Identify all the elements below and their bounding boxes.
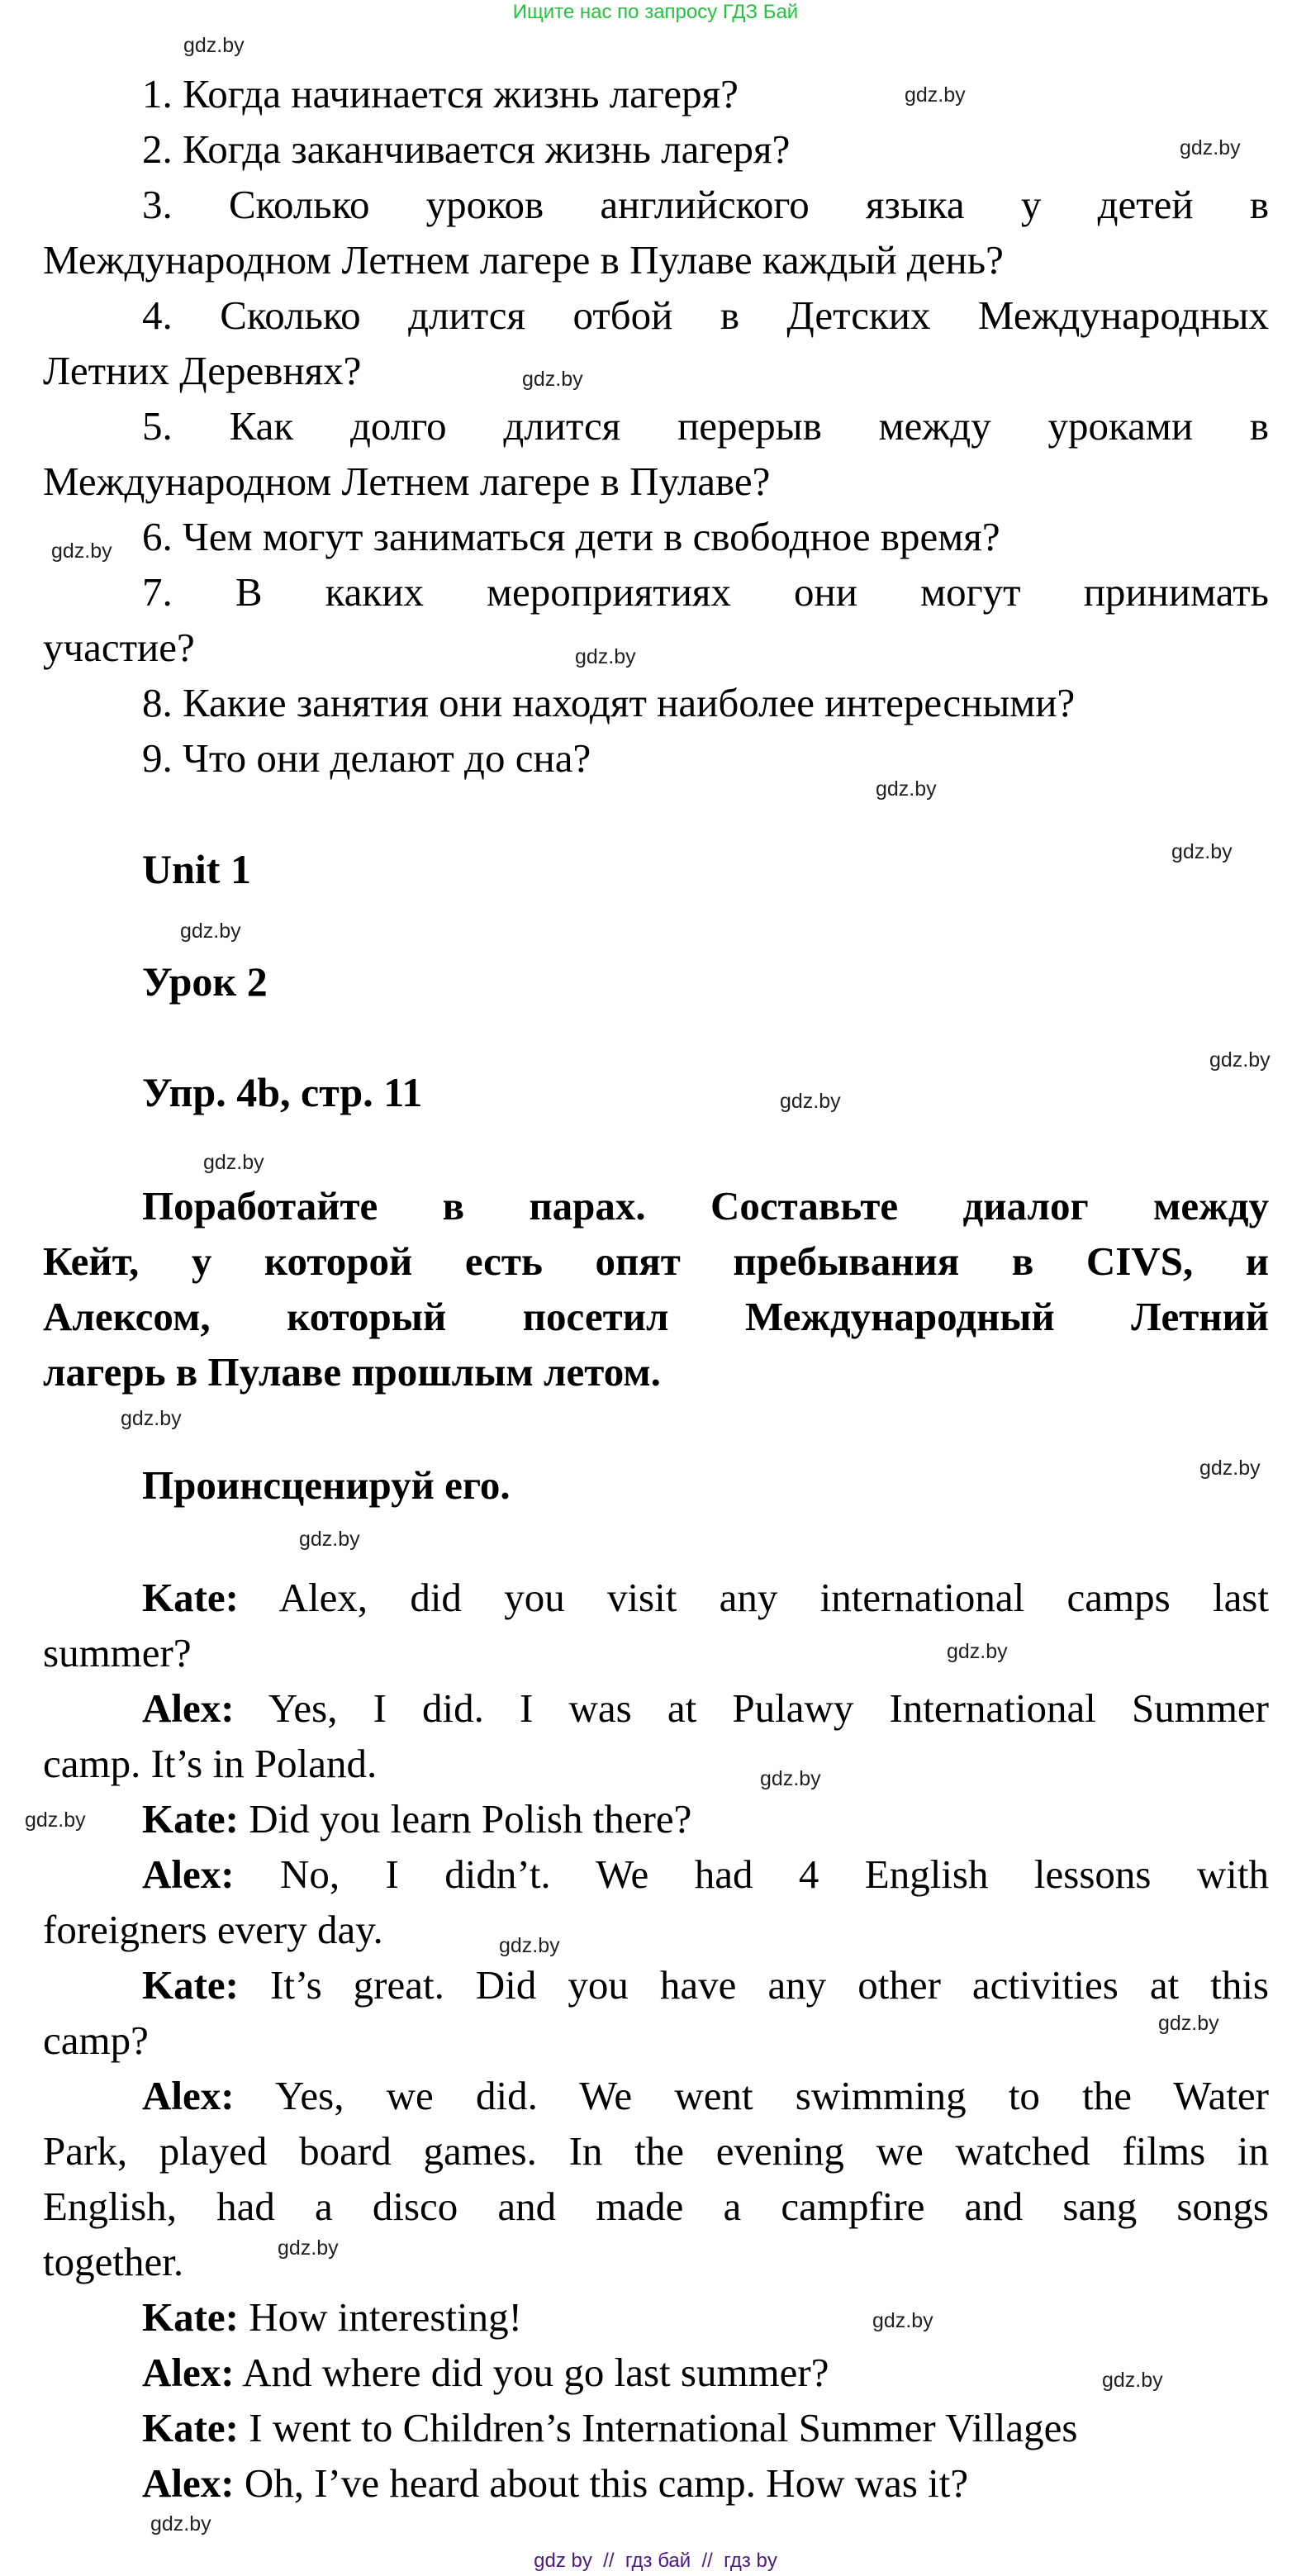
watermark: gdz.by — [150, 2512, 211, 2536]
dialogue-text: How interesting! — [249, 2294, 522, 2340]
dialogue-line — [142, 1961, 1269, 2010]
watermark: gdz.by — [180, 920, 241, 943]
dialogue-line — [142, 2071, 1269, 2121]
dialogue-line — [142, 1573, 1269, 1623]
dialogue-text: No, I didn’t. We had 4 English lessons with — [280, 1851, 1270, 1897]
question-text: Когда заканчивается жизнь лагеря? — [183, 126, 791, 172]
dialogue-line: together. — [43, 2239, 184, 2284]
lesson-heading: Урок 2 — [142, 958, 268, 1005]
question-5-line-1 — [142, 402, 1269, 451]
speaker-label: Kate: — [142, 1575, 239, 1620]
watermark: gdz.by — [1199, 1457, 1261, 1480]
watermark: gdz.by — [780, 1090, 841, 1113]
dialogue-line — [142, 2293, 522, 2342]
speaker-label: Kate: — [142, 2294, 239, 2340]
speaker-label: Alex: — [142, 2460, 235, 2506]
dialogue-text: Yes, we did. We went swimming to the Water — [274, 2073, 1269, 2118]
question-number: 9. — [142, 735, 173, 781]
question-number: 5. — [142, 403, 173, 449]
question-text: Какие занятия они находят наиболее интересными? — [183, 680, 1076, 725]
question-8 — [142, 678, 1075, 728]
watermark: gdz.by — [522, 368, 583, 391]
task-line-4: лагерь в Пулаве прошлым летом. — [43, 1349, 661, 1395]
dialogue-line: English, had a disco and made a campfire and sang songs — [43, 2184, 1269, 2229]
watermark: gdz.by — [905, 83, 966, 107]
speaker-label: Kate: — [142, 2405, 239, 2450]
watermark: gdz.by — [1102, 2369, 1163, 2392]
question-number: 8. — [142, 680, 173, 725]
subtask: Проинсценируй его. — [142, 1462, 511, 1508]
watermark: gdz.by — [203, 1151, 264, 1174]
speaker-label: Alex: — [142, 1685, 235, 1731]
watermark: gdz.by — [183, 34, 245, 57]
question-text: В каких мероприятиях они могут принимать — [235, 569, 1269, 615]
unit-heading: Unit 1 — [142, 846, 251, 892]
question-text: Что они делают до сна? — [183, 735, 591, 781]
watermark: gdz.by — [1180, 136, 1241, 159]
watermark: gdz.by — [25, 1808, 86, 1832]
dialogue-text: Alex, did you visit any international camps last — [278, 1575, 1269, 1620]
dialogue-line: camp? — [43, 2018, 149, 2063]
question-number: 1. — [142, 71, 173, 116]
question-number: 3. — [142, 182, 173, 227]
question-number: 2. — [142, 126, 173, 172]
question-number: 7. — [142, 569, 173, 615]
watermark: gdz.by — [872, 2309, 933, 2332]
dialogue-line: foreigners every day. — [43, 1907, 383, 1952]
search-promo-link[interactable]: Ищите нас по запросу ГДЗ Бай — [512, 1, 799, 23]
dialogue-text: Oh, I’ve heard about this camp. How was it? — [244, 2460, 969, 2506]
speaker-label: Alex: — [142, 2073, 235, 2118]
speaker-label: Alex: — [142, 1851, 235, 1897]
watermark: gdz.by — [947, 1640, 1008, 1663]
question-text: Сколько длится отбой в Детских Международных — [220, 292, 1270, 338]
watermark: gdz.by — [575, 645, 636, 668]
dialogue-line — [142, 1794, 691, 1844]
question-9 — [142, 734, 591, 783]
question-number: 4. — [142, 292, 173, 338]
question-5-line-2: Международном Летнем лагере в Пулаве? — [43, 459, 771, 504]
dialogue-line — [142, 1850, 1269, 1899]
watermark: gdz.by — [760, 1767, 821, 1790]
task-line-3: Алексом, который посетил Международный Летний — [43, 1294, 1269, 1339]
question-text: Как долго длится перерыв между уроками в — [229, 403, 1270, 449]
dialogue-text: I went to Children’s International Summer Villages — [249, 2405, 1078, 2450]
dialogue-line: Park, played board games. In the evening we watched films in — [43, 2128, 1269, 2174]
question-3-line-2: Международном Летнем лагере в Пулаве каждый день? — [43, 237, 1004, 283]
speaker-label: Alex: — [142, 2350, 235, 2395]
footer-site-link[interactable]: gdz by // гдз бай // гдз by — [534, 2550, 777, 2572]
dialogue-text: It’s great. Did you have any other activities at this — [270, 1962, 1270, 2008]
watermark: gdz.by — [51, 539, 112, 563]
dialogue-line — [142, 1684, 1269, 1733]
watermark: gdz.by — [1171, 840, 1233, 863]
question-text: Чем могут заниматься дети в свободное время? — [183, 514, 1000, 559]
question-2 — [142, 125, 790, 174]
dialogue-line — [142, 2348, 829, 2398]
dialogue-text: Did you learn Polish there? — [249, 1796, 692, 1842]
watermark: gdz.by — [121, 1407, 182, 1430]
question-1 — [142, 69, 739, 119]
question-text: Сколько уроков английского языка у детей в — [228, 182, 1269, 227]
dialogue-text: And where did you go last summer? — [242, 2350, 829, 2395]
watermark: gdz.by — [876, 777, 937, 801]
dialogue-line — [142, 2459, 968, 2508]
question-4-line-2: Летних Деревнях? — [43, 348, 362, 393]
question-number: 6. — [142, 514, 173, 559]
exercise-heading: Упр. 4b, стр. 11 — [142, 1069, 423, 1115]
watermark: gdz.by — [1209, 1048, 1271, 1072]
dialogue-line: summer? — [43, 1630, 192, 1675]
watermark: gdz.by — [278, 2236, 339, 2260]
question-6 — [142, 512, 1000, 562]
dialogue-line — [142, 2403, 1077, 2453]
question-7-line-2: участие? — [43, 625, 195, 670]
speaker-label: Kate: — [142, 1796, 239, 1842]
question-7-line-1 — [142, 568, 1269, 617]
watermark: gdz.by — [499, 1934, 560, 1957]
question-4-line-1 — [142, 291, 1269, 340]
task-line-1: Поработайте в парах. Составьте диалог между — [142, 1183, 1269, 1229]
question-text: Когда начинается жизнь лагеря? — [183, 71, 739, 116]
dialogue-text: Yes, I did. I was at Pulawy International Summer — [268, 1685, 1269, 1731]
task-line-2: Кейт, у которой есть опят пребывания в CIVS, и — [43, 1238, 1269, 1284]
question-3-line-1 — [142, 180, 1269, 230]
watermark: gdz.by — [299, 1528, 360, 1551]
dialogue-line: camp. It’s in Poland. — [43, 1741, 378, 1786]
watermark: gdz.by — [1158, 2012, 1219, 2035]
speaker-label: Kate: — [142, 1962, 239, 2008]
